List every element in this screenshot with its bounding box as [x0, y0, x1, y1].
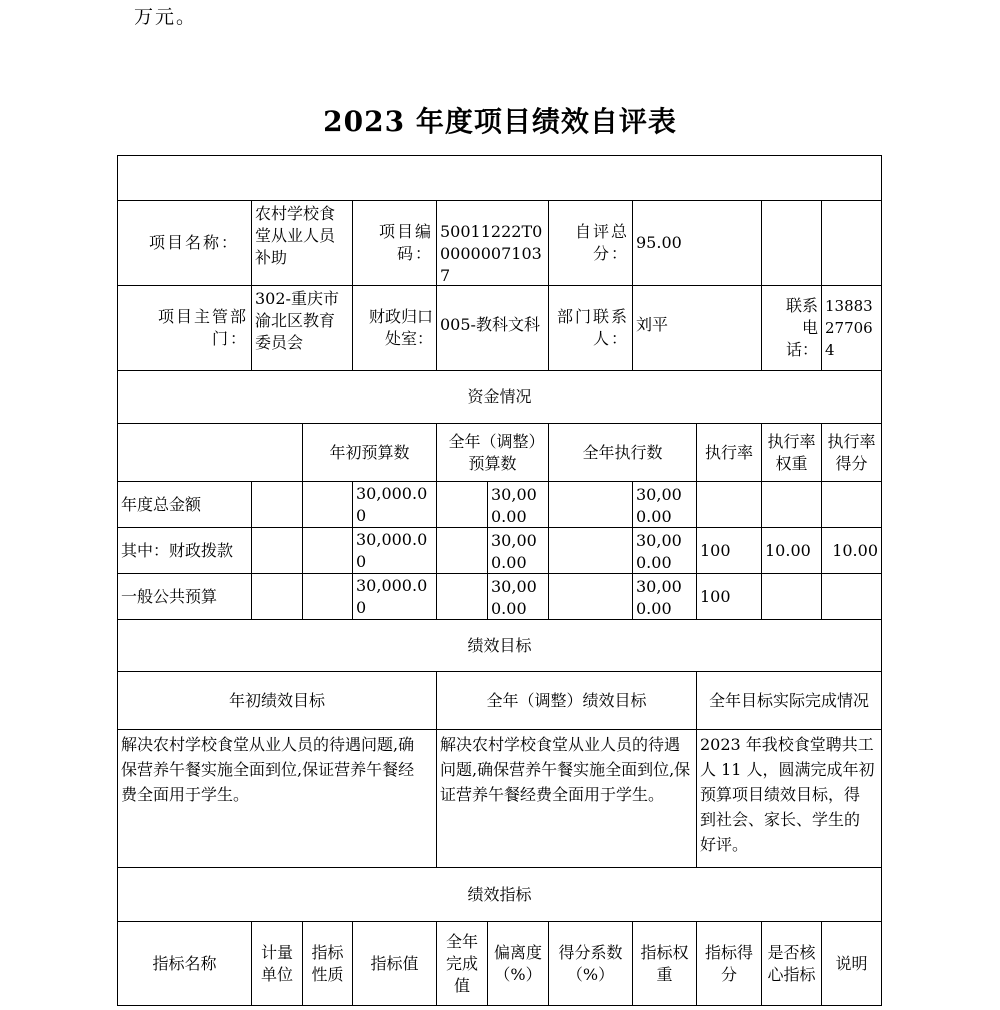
- funds-header-adjusted: 全年（调整）预算数: [448, 431, 537, 473]
- project-code-value: 50011222T000000071037: [440, 222, 543, 285]
- ind-header-name: 指标名称: [152, 953, 217, 973]
- funds-row-label: 年度总金额: [121, 494, 202, 514]
- funds-row-rate: [697, 482, 761, 527]
- ind-header-coef: 得分系数（%）: [558, 942, 623, 984]
- funds-row-rate: 100: [700, 586, 731, 606]
- contact-label: 部门联系人：: [556, 307, 629, 348]
- funds-row-executed: 30,000.00: [636, 485, 682, 526]
- ind-header-completion: 全年完成值: [445, 931, 478, 995]
- funds-header-initial: 年初预算数: [329, 442, 410, 462]
- phone-label: 联系电话：: [785, 296, 818, 359]
- project-name-label: 项目名称：: [148, 233, 239, 252]
- ind-header-core: 是否核心指标: [767, 942, 816, 984]
- goals-header-adjusted: 全年（调整）绩效目标: [486, 690, 647, 710]
- funds-row-adjusted: 30,000.00: [491, 577, 537, 618]
- funds-row-weight: [762, 482, 821, 527]
- ind-header-note: 说明: [835, 953, 868, 973]
- funds-row-score: [822, 482, 881, 527]
- funds-row-label: 其中：财政拨款: [121, 540, 234, 560]
- self-score-value: 95.00: [636, 233, 682, 252]
- funds-row-weight: 10.00: [765, 540, 811, 560]
- goals-actual-text: 2023 年我校食堂聘共工人 11 人，圆满完成年初预算项目绩效目标，得到社会、家长、学生的好评。: [700, 735, 875, 854]
- funds-row-score: 10.00: [832, 540, 878, 560]
- goals-adjusted-text: 解决农村学校食堂从业人员的待遇问题,确保营养午餐实施全面到位,保证营养午餐经费全面用于学生。: [440, 735, 691, 804]
- goals-header-initial: 年初绩效目标: [228, 690, 325, 710]
- ind-header-nature: 指标性质: [311, 942, 344, 984]
- project-name-value: 农村学校食堂从业人员补助: [255, 204, 336, 267]
- contact-value: 刘平: [636, 315, 669, 334]
- funds-row-score: [822, 574, 881, 619]
- funds-row-initial: 30,000.00: [356, 483, 428, 525]
- funds-header-score: 执行率得分: [827, 431, 876, 473]
- ind-header-weight: 指标权重: [640, 942, 689, 984]
- ind-header-value: 指标值: [370, 953, 419, 973]
- ind-header-score: 指标得分: [704, 942, 753, 984]
- funds-section-title: 资金情况: [467, 387, 532, 406]
- dept-value: 302-重庆市渝北区教育委员会: [255, 289, 339, 352]
- goals-header-actual: 全年目标实际完成情况: [708, 690, 869, 710]
- self-score-label: 自评总分：: [574, 222, 629, 263]
- funds-header-rate: 执行率: [704, 442, 753, 462]
- funds-row-initial: 30,000.00: [356, 575, 428, 617]
- dept-label: 项目主管部门：: [157, 307, 248, 348]
- funds-row-initial: 30,000.00: [356, 529, 428, 571]
- goals-initial-text: 解决农村学校食堂从业人员的待遇问题,确保营养午餐实施全面到位,保证营养午餐经费全面用于学生。: [121, 735, 415, 804]
- funds-row-executed: 30,000.00: [636, 577, 682, 618]
- funds-row-rate: 100: [700, 540, 731, 560]
- ind-header-deviation: 偏离度（%）: [493, 942, 542, 984]
- funds-row-label: 一般公共预算: [121, 586, 218, 606]
- phone-value: 13883277064: [825, 297, 873, 359]
- ind-header-unit: 计量单位: [260, 942, 293, 984]
- funds-row-adjusted: 30,000.00: [491, 531, 537, 572]
- indicators-section-title: 绩效指标: [467, 884, 532, 904]
- funds-row-adjusted: 30,000.00: [491, 485, 537, 526]
- funds-row-executed: 30,000.00: [636, 531, 682, 572]
- funds-header-weight: 执行率权重: [767, 431, 816, 473]
- page-title: 2023 年度项目绩效自评表: [323, 105, 677, 138]
- goals-section-title: 绩效目标: [467, 635, 532, 655]
- funds-header-executed: 全年执行数: [582, 442, 663, 462]
- project-code-label: 项目编码：: [378, 222, 433, 263]
- finance-office-value: 005-教科文科: [440, 315, 540, 334]
- finance-office-label: 财政归口处室：: [368, 307, 433, 348]
- funds-row-weight: [762, 574, 821, 619]
- preceding-text: 万元。: [134, 6, 198, 28]
